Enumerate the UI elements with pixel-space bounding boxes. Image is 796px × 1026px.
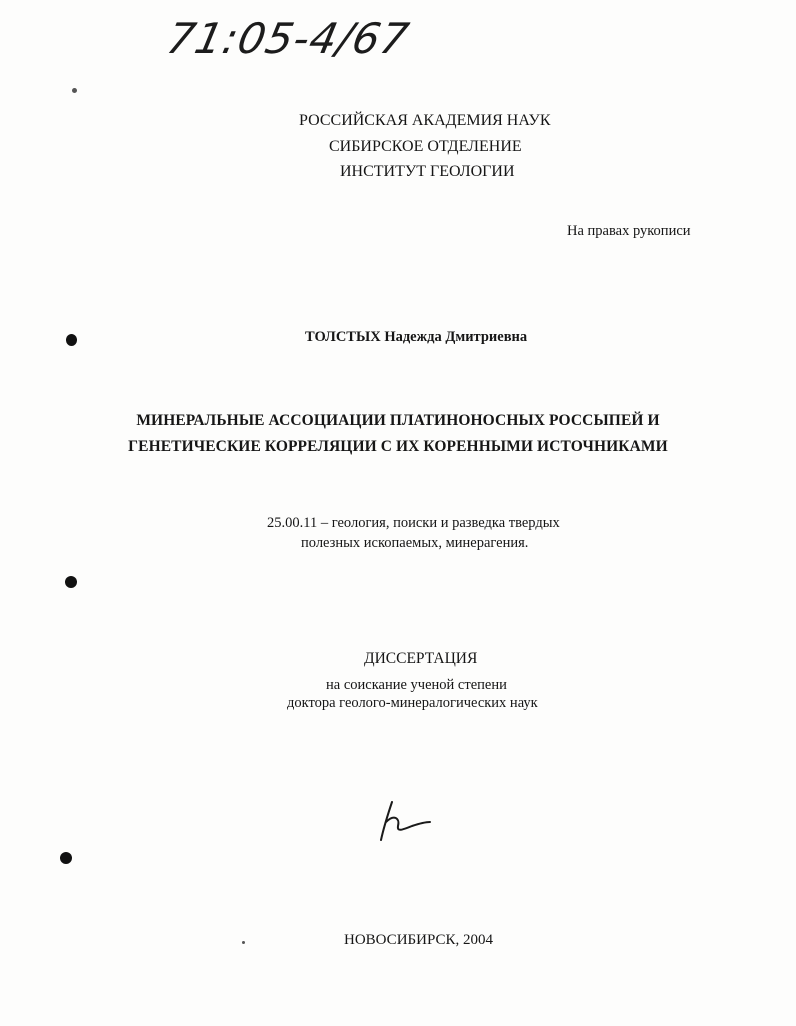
signature-mark (378, 800, 438, 845)
document-type: ДИССЕРТАЦИЯ (364, 650, 478, 667)
scan-speck (242, 941, 245, 944)
binder-hole-mark (60, 852, 72, 864)
author-name: ТОЛСТЫХ Надежда Дмитриевна (305, 329, 528, 345)
place-year: НОВОСИБИРСК, 2004 (344, 932, 494, 948)
binder-hole-mark (66, 334, 77, 346)
dissertation-title-line: МИНЕРАЛЬНЫЕ АССОЦИАЦИИ ПЛАТИНОНОСНЫХ РОССЫПЕЙ И (136, 412, 660, 429)
organization-line: СИБИРСКОЕ ОТДЕЛЕНИЕ (329, 138, 522, 155)
handwritten-archive-code: 71:05-4/67 (162, 14, 414, 63)
organization-line: ИНСТИТУТ ГЕОЛОГИИ (340, 163, 515, 180)
binder-hole-mark (65, 576, 77, 588)
specialty-line: полезных ископаемых, минерагения. (301, 535, 529, 551)
dissertation-title-line: ГЕНЕТИЧЕСКИЕ КОРРЕЛЯЦИИ С ИХ КОРЕННЫМИ ИСТОЧНИКАМИ (128, 438, 668, 455)
degree-line: на соискание ученой степени (326, 677, 507, 693)
degree-line: доктора геолого-минералогических наук (287, 695, 538, 711)
scan-speck (72, 88, 77, 93)
manuscript-note: На правах рукописи (567, 223, 691, 239)
organization-line: РОССИЙСКАЯ АКАДЕМИЯ НАУК (299, 112, 551, 129)
specialty-line: 25.00.11 – геология, поиски и разведка твердых (267, 515, 560, 531)
